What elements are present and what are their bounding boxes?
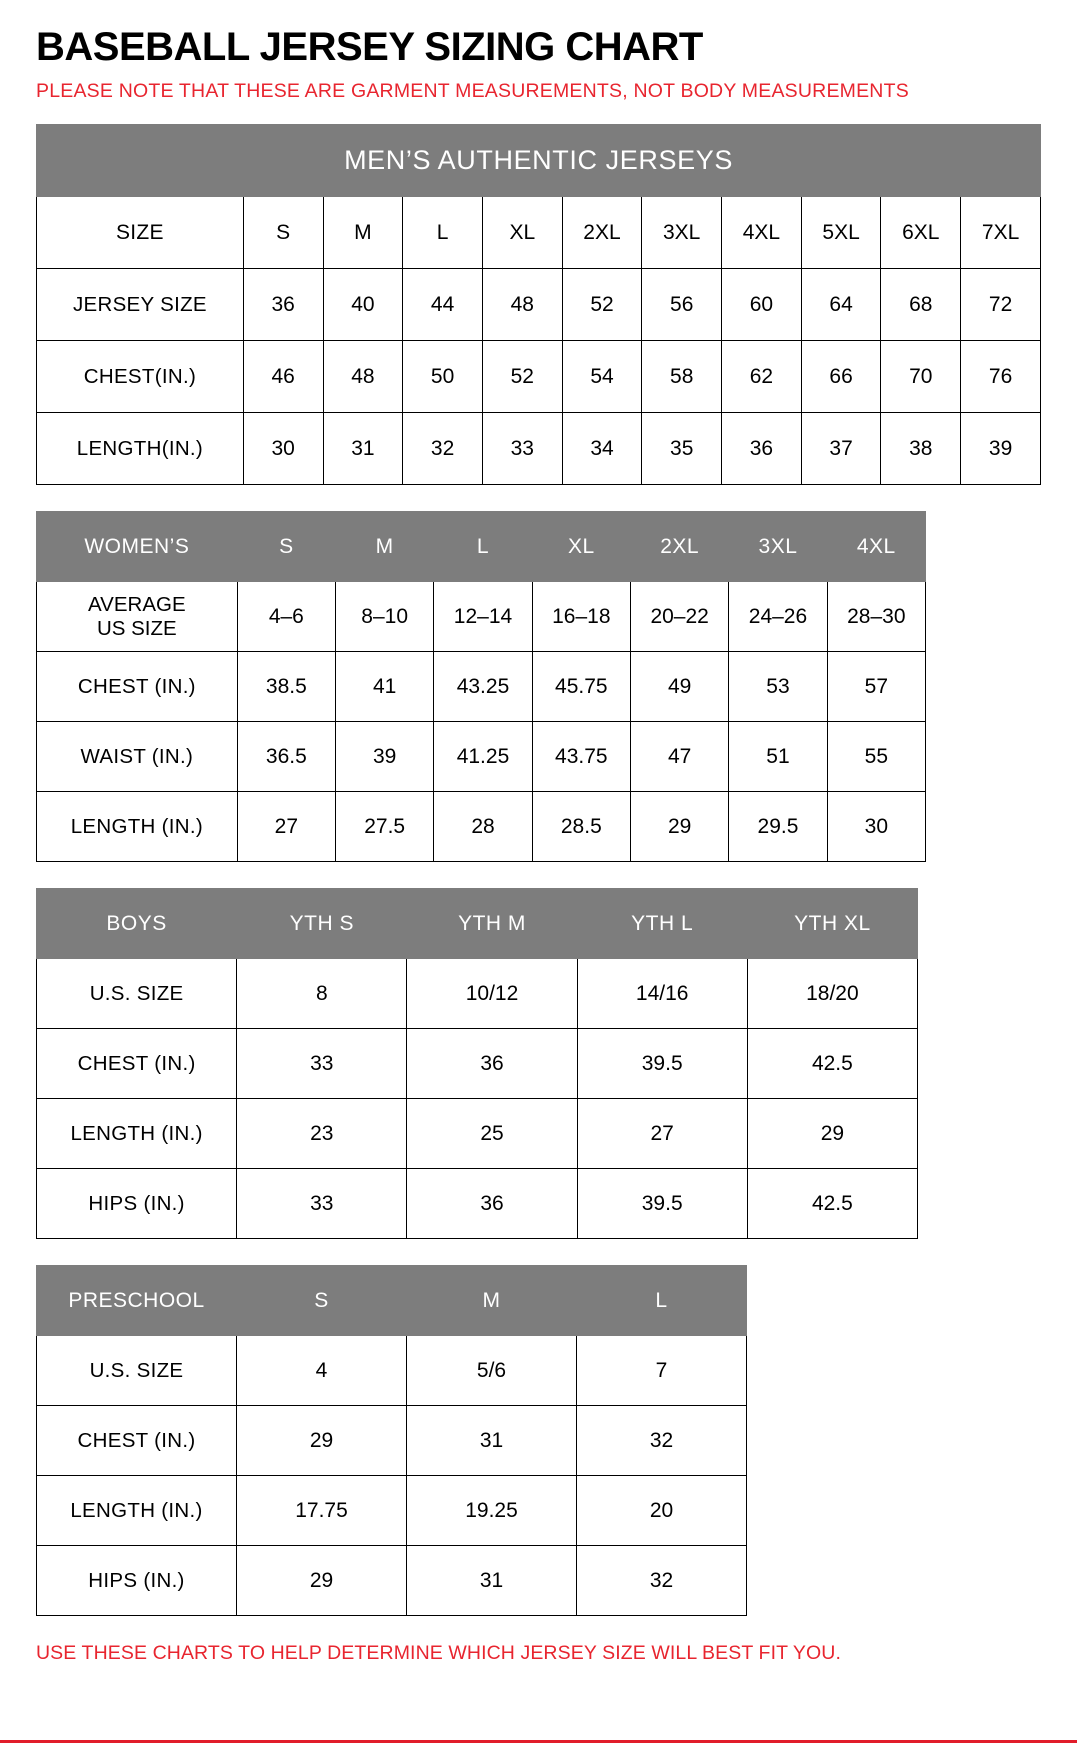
table-row: [37, 1336, 747, 1406]
womens-cell: 27.5: [336, 792, 434, 862]
mens-banner-row: [37, 125, 1041, 197]
womens-cell: 4–6: [237, 582, 335, 652]
womens-row-label-line1: AVERAGE: [88, 593, 186, 617]
womens-cell: 29: [630, 792, 728, 862]
womens-cell: 27: [237, 792, 335, 862]
womens-cell: 43.75: [532, 722, 630, 792]
womens-cell: 29.5: [729, 792, 827, 862]
womens-cell: 39: [336, 722, 434, 792]
womens-col-4xl: 4XL: [827, 512, 925, 582]
womens-header-row: [37, 512, 926, 582]
boys-cell: 29: [747, 1099, 917, 1169]
womens-cell: 41.25: [434, 722, 532, 792]
mens-cell: 35: [642, 413, 722, 485]
mens-cell: 52: [482, 341, 562, 413]
boys-cell: 14/16: [577, 959, 747, 1029]
womens-cell: 8–10: [336, 582, 434, 652]
boys-row-label: HIPS (IN.): [37, 1169, 237, 1239]
mens-cell: 39: [961, 413, 1041, 485]
mens-cell: 46: [243, 341, 323, 413]
boys-col-title: BOYS: [37, 889, 237, 959]
table-row: [37, 792, 926, 862]
boys-cell: 33: [237, 1169, 407, 1239]
mens-cell: 34: [562, 413, 642, 485]
mens-col-4xl: 4XL: [722, 197, 802, 269]
womens-cell: 47: [630, 722, 728, 792]
womens-cell: 30: [827, 792, 925, 862]
footer-note: USE THESE CHARTS TO HELP DETERMINE WHICH JERSEY SIZE WILL BEST FIT YOU.: [36, 1642, 841, 1665]
preschool-col-title: PRESCHOOL: [37, 1266, 237, 1336]
preschool-row-label: HIPS (IN.): [37, 1546, 237, 1616]
table-row: [37, 652, 926, 722]
table-row: [37, 582, 926, 652]
mens-cell: 64: [801, 269, 881, 341]
boys-cell: 36: [407, 1169, 577, 1239]
preschool-col-s: S: [237, 1266, 407, 1336]
boys-cell: 8: [237, 959, 407, 1029]
preschool-cell: 20: [577, 1476, 747, 1546]
mens-cell: 70: [881, 341, 961, 413]
table-row: [37, 1406, 747, 1476]
preschool-row-label: U.S. SIZE: [37, 1336, 237, 1406]
table-row: [37, 1546, 747, 1616]
boys-row-label: CHEST (IN.): [37, 1029, 237, 1099]
womens-col-m: M: [336, 512, 434, 582]
mens-cell: 37: [801, 413, 881, 485]
boys-cell: 18/20: [747, 959, 917, 1029]
boys-col-yth-s: YTH S: [237, 889, 407, 959]
table-row: [37, 413, 1041, 485]
womens-cell: 57: [827, 652, 925, 722]
mens-cell: 36: [243, 269, 323, 341]
preschool-sizing-table: [36, 1265, 747, 1616]
mens-banner-label: MEN’S AUTHENTIC JERSEYS: [37, 125, 1041, 197]
mens-cell: 40: [323, 269, 403, 341]
womens-col-xl: XL: [532, 512, 630, 582]
table-row: [37, 341, 1041, 413]
preschool-cell: 32: [577, 1546, 747, 1616]
table-row: [37, 1169, 918, 1239]
mens-col-7xl: 7XL: [961, 197, 1041, 269]
mens-cell: 72: [961, 269, 1041, 341]
womens-cell: 28.5: [532, 792, 630, 862]
table-row: [37, 269, 1041, 341]
womens-cell: 24–26: [729, 582, 827, 652]
mens-cell: 30: [243, 413, 323, 485]
mens-col-size: SIZE: [37, 197, 244, 269]
mens-row-label: JERSEY SIZE: [37, 269, 244, 341]
table-row: [37, 959, 918, 1029]
preschool-cell: 32: [577, 1406, 747, 1476]
mens-row-label: LENGTH(IN.): [37, 413, 244, 485]
table-row: [37, 1029, 918, 1099]
boys-cell: 36: [407, 1029, 577, 1099]
preschool-cell: 29: [237, 1406, 407, 1476]
womens-cell: 49: [630, 652, 728, 722]
mens-cell: 76: [961, 341, 1041, 413]
boys-header-row: [37, 889, 918, 959]
womens-row-label-line2: US SIZE: [96, 616, 177, 640]
mens-header-row: [37, 197, 1041, 269]
womens-col-title: WOMEN’S: [37, 512, 238, 582]
boys-col-yth-l: YTH L: [577, 889, 747, 959]
preschool-cell: 4: [237, 1336, 407, 1406]
womens-row-label: LENGTH (IN.): [37, 792, 238, 862]
preschool-row-label: LENGTH (IN.): [37, 1476, 237, 1546]
table-row: [37, 1099, 918, 1169]
womens-cell: 38.5: [237, 652, 335, 722]
womens-cell: 16–18: [532, 582, 630, 652]
preschool-cell: 17.75: [237, 1476, 407, 1546]
womens-col-2xl: 2XL: [630, 512, 728, 582]
preschool-cell: 31: [407, 1406, 577, 1476]
womens-col-3xl: 3XL: [729, 512, 827, 582]
womens-row-label: [37, 582, 238, 652]
mens-cell: 48: [482, 269, 562, 341]
boys-cell: 10/12: [407, 959, 577, 1029]
mens-cell: 68: [881, 269, 961, 341]
womens-cell: 45.75: [532, 652, 630, 722]
womens-cell: 43.25: [434, 652, 532, 722]
boys-cell: 39.5: [577, 1169, 747, 1239]
boys-sizing-table: [36, 888, 918, 1239]
mens-col-2xl: 2XL: [562, 197, 642, 269]
preschool-row-label: CHEST (IN.): [37, 1406, 237, 1476]
boys-row-label: LENGTH (IN.): [37, 1099, 237, 1169]
page-title: BASEBALL JERSEY SIZING CHART: [36, 25, 703, 69]
preschool-col-m: M: [407, 1266, 577, 1336]
boys-cell: 42.5: [747, 1029, 917, 1099]
mens-sizing-table: [36, 124, 1041, 485]
womens-cell: 36.5: [237, 722, 335, 792]
mens-cell: 56: [642, 269, 722, 341]
garment-measurement-note: PLEASE NOTE THAT THESE ARE GARMENT MEASUREMENTS, NOT BODY MEASUREMENTS: [36, 80, 909, 102]
womens-cell: 12–14: [434, 582, 532, 652]
mens-cell: 44: [403, 269, 483, 341]
mens-cell: 31: [323, 413, 403, 485]
boys-col-yth-m: YTH M: [407, 889, 577, 959]
preschool-col-l: L: [577, 1266, 747, 1336]
preschool-header-row: [37, 1266, 747, 1336]
womens-cell: 20–22: [630, 582, 728, 652]
mens-col-5xl: 5XL: [801, 197, 881, 269]
mens-cell: 66: [801, 341, 881, 413]
womens-cell: 28–30: [827, 582, 925, 652]
preschool-cell: 19.25: [407, 1476, 577, 1546]
womens-col-s: S: [237, 512, 335, 582]
womens-cell: 55: [827, 722, 925, 792]
mens-col-m: M: [323, 197, 403, 269]
mens-col-xl: XL: [482, 197, 562, 269]
boys-cell: 23: [237, 1099, 407, 1169]
mens-cell: 32: [403, 413, 483, 485]
womens-row-label: CHEST (IN.): [37, 652, 238, 722]
mens-cell: 58: [642, 341, 722, 413]
womens-cell: 51: [729, 722, 827, 792]
mens-col-l: L: [403, 197, 483, 269]
mens-cell: 50: [403, 341, 483, 413]
womens-cell: 41: [336, 652, 434, 722]
mens-cell: 60: [722, 269, 802, 341]
mens-row-label: CHEST(IN.): [37, 341, 244, 413]
mens-cell: 52: [562, 269, 642, 341]
boys-cell: 27: [577, 1099, 747, 1169]
preschool-cell: 5/6: [407, 1336, 577, 1406]
mens-cell: 33: [482, 413, 562, 485]
boys-cell: 25: [407, 1099, 577, 1169]
table-row: [37, 1476, 747, 1546]
preschool-cell: 31: [407, 1546, 577, 1616]
womens-col-l: L: [434, 512, 532, 582]
mens-col-s: S: [243, 197, 323, 269]
boys-row-label: U.S. SIZE: [37, 959, 237, 1029]
mens-cell: 62: [722, 341, 802, 413]
womens-row-label: WAIST (IN.): [37, 722, 238, 792]
preschool-cell: 7: [577, 1336, 747, 1406]
boys-cell: 42.5: [747, 1169, 917, 1239]
boys-cell: 39.5: [577, 1029, 747, 1099]
mens-cell: 38: [881, 413, 961, 485]
mens-cell: 48: [323, 341, 403, 413]
womens-sizing-table: [36, 511, 926, 862]
preschool-cell: 29: [237, 1546, 407, 1616]
mens-cell: 54: [562, 341, 642, 413]
table-row: [37, 722, 926, 792]
womens-cell: 53: [729, 652, 827, 722]
mens-cell: 36: [722, 413, 802, 485]
mens-col-6xl: 6XL: [881, 197, 961, 269]
womens-cell: 28: [434, 792, 532, 862]
boys-cell: 33: [237, 1029, 407, 1099]
boys-col-yth-xl: YTH XL: [747, 889, 917, 959]
mens-col-3xl: 3XL: [642, 197, 722, 269]
